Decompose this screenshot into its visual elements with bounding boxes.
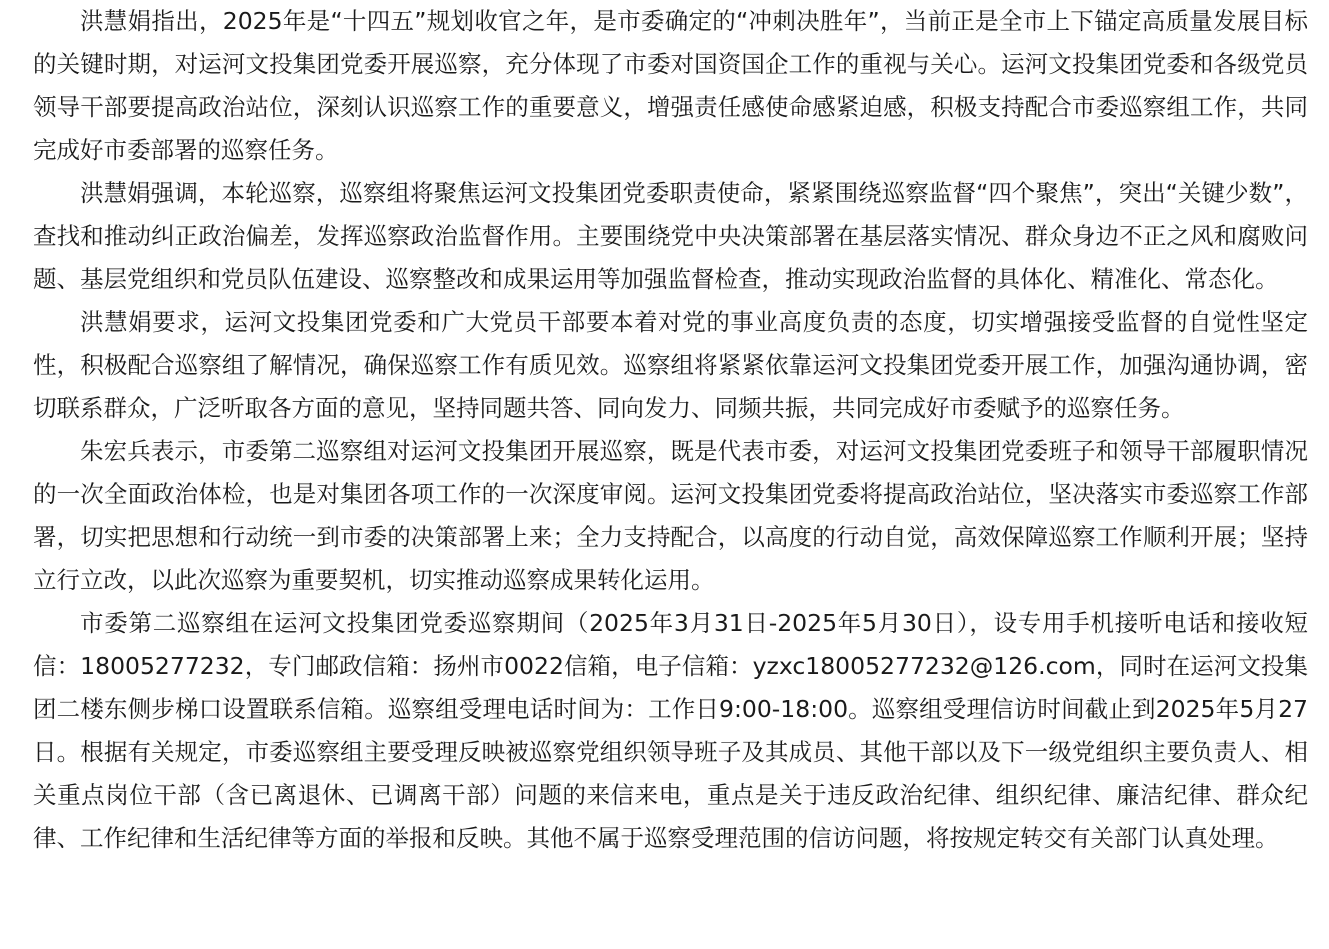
paragraph-3: 洪慧娟要求，运河文投集团党委和广大党员干部要本着对党的事业高度负责的态度，切实增强接受监督的自觉性坚定性，积极配合巡察组了解情况，确保巡察工作有质见效。巡察组将紧紧依靠运河文投集团党委开展工作，加强沟通协调，密切联系群众，广泛听取各方面的意见，坚持同题共答、同向发力、同频共振，共同完成好市委赋予的巡察任务。	[33, 308, 1308, 422]
paragraph-1: 洪慧娟指出，2025年是“十四五”规划收官之年，是市委确定的“冲刺决胜年”，当前正是全市上下锚定高质量发展目标的关键时期，对运河文投集团党委开展巡察，充分体现了市委对国资国企工作的重视与关心。运河文投集团党委和各级党员领导干部要提高政治站位，深刻认识巡察工作的重要意义，增强责任感使命感紧迫感，积极支持配合市委巡察组工作，共同完成好市委部署的巡察任务。	[33, 7, 1308, 164]
paragraph-5: 市委第二巡察组在运河文投集团党委巡察期间（2025年3月31日-2025年5月30日），设专用手机接听电话和接收短信：18005277232，专门邮政信箱：扬州市0022信箱，电子信箱：yzxc18005277232@126.com，同时在运河文投集团二楼东侧步梯口设置联系信箱。巡察组受理电话时间为：工作日9:00-18:00。巡察组受理信访时间截止到2025年5月27日。根据有关规定，市委巡察组主要受理反映被巡察党组织领导班子及其成员、其他干部以及下一级党组织主要负责人、相关重点岗位干部（含已离退休、已调离干部）问题的来信来电，重点是关于违反政治纪律、组织纪律、廉洁纪律、群众纪律、工作纪律和生活纪律等方面的举报和反映。其他不属于巡察受理范围的信访问题，将按规定转交有关部门认真处理。	[33, 609, 1308, 852]
paragraph-2: 洪慧娟强调，本轮巡察，巡察组将聚焦运河文投集团党委职责使命，紧紧围绕巡察监督“四个聚焦”，突出“关键少数”，查找和推动纠正政治偏差，发挥巡察政治监督作用。主要围绕党中央决策部署在基层落实情况、群众身边不正之风和腐败问题、基层党组织和党员队伍建设、巡察整改和成果运用等加强监督检查，推动实现政治监督的具体化、精准化、常态化。	[33, 179, 1308, 293]
article-body	[33, 0, 1308, 860]
paragraph-4: 朱宏兵表示，市委第二巡察组对运河文投集团开展巡察，既是代表市委，对运河文投集团党委班子和领导干部履职情况的一次全面政治体检，也是对集团各项工作的一次深度审阅。运河文投集团党委将提高政治站位，坚决落实市委巡察工作部署，切实把思想和行动统一到市委的决策部署上来；全力支持配合，以高度的行动自觉，高效保障巡察工作顺利开展；坚持立行立改，以此次巡察为重要契机，切实推动巡察成果转化运用。	[33, 437, 1308, 594]
